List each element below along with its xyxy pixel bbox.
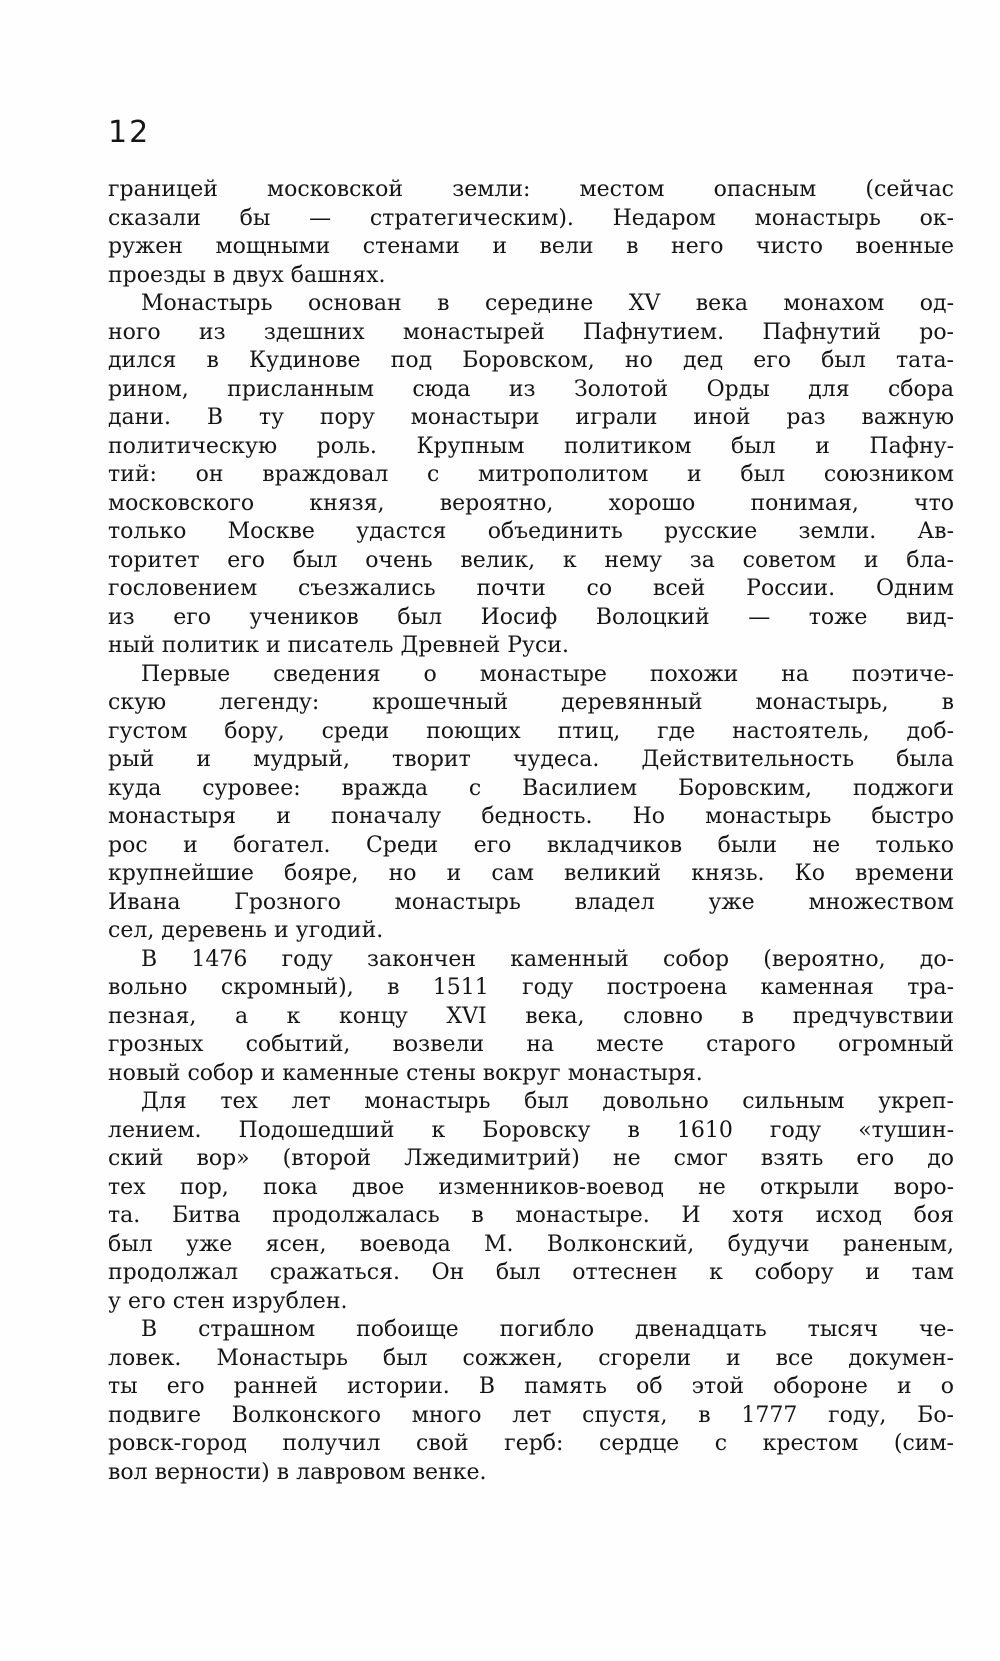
text-line: ного из здешних монастырей Пафнутием. Пафнутий ро-	[108, 319, 954, 345]
text-line: торитет его был очень велик, к нему за советом и бла-	[108, 547, 954, 573]
text-line: крупнейшие бояре, но и сам великий князь. Ко времени	[108, 861, 954, 886]
text-line: московского князя, вероятно, хорошо понимая, что	[108, 490, 954, 516]
body-text	[108, 176, 954, 1487]
text-line: ты его ранней истории. В память об этой обороне и о	[108, 1374, 954, 1399]
text-line: подвиге Волконского много лет спустя, в 1777 году, Бо-	[108, 1402, 954, 1428]
text-line: лением. Подошедший к Боровску в 1610 году «тушин-	[108, 1117, 954, 1143]
text-line: продолжал сражаться. Он был оттеснен к собору и там	[108, 1260, 954, 1285]
text-line: ружен мощными стенами и вели в него чисто военные	[108, 234, 954, 259]
text-line: скую легенду: крошечный деревянный монастырь, в	[108, 690, 954, 715]
paragraph	[108, 1088, 954, 1316]
text-line: только Москве удастся объединить русские земли. Ав-	[108, 519, 954, 544]
text-line: пезная, а к концу XVI века, словно в предчувствии	[108, 1003, 954, 1029]
text-line: густом бору, среди поющих птиц, где настоятель, доб-	[108, 718, 954, 744]
text-line: границей московской земли: местом опасным (сейчас	[108, 177, 954, 202]
text-line: Первые сведения о монастыре похожи на поэтиче-	[141, 661, 954, 687]
text-line: дани. В ту пору монастыри играли иной раз важную	[108, 405, 954, 430]
text-line: Для тех лет монастырь был довольно сильным укреп-	[141, 1089, 954, 1114]
text-line: тий: он враждовал с митрополитом и был союзником	[108, 462, 954, 487]
text-line: у его стен изрублен.	[108, 1288, 348, 1314]
text-line: куда суровее: вражда с Василием Боровским, поджоги	[108, 775, 954, 801]
text-line: ский вор» (второй Лжедимитрий) не смог взять его до	[108, 1146, 954, 1171]
text-line: Ивана Грозного монастырь владел уже множеством	[108, 889, 954, 915]
text-line: сказали бы — стратегическим). Недаром монастырь ок-	[108, 205, 954, 231]
text-line: грозных событий, возвели на месте старого огромный	[108, 1032, 954, 1057]
paragraph	[108, 1316, 954, 1487]
text-line: проезды в двух башнях.	[108, 262, 386, 288]
text-line: тех пор, пока двое изменников-воевод не открыли воро-	[108, 1174, 954, 1200]
text-line: рый и мудрый, творит чудеса. Действительность была	[108, 747, 954, 772]
text-line: В страшном побоище погибло двенадцать тысяч че-	[141, 1317, 954, 1342]
text-line: монастыря и поначалу бедность. Но монастырь быстро	[108, 804, 954, 829]
text-line: политическую роль. Крупным политиком был и Пафну-	[108, 433, 954, 459]
text-line: дился в Кудинове под Боровском, но дед его был тата-	[108, 348, 954, 373]
text-line: та. Битва продолжалась в монастыре. И хотя исход боя	[108, 1203, 954, 1228]
text-line: из его учеников был Иосиф Волоцкий — тоже вид-	[108, 604, 954, 630]
paragraph	[108, 946, 954, 1089]
text-line: рином, присланным сюда из Золотой Орды для сбора	[108, 376, 954, 402]
text-line: вол верности) в лавровом венке.	[108, 1459, 487, 1485]
paragraph	[108, 176, 954, 290]
text-line: гословением съезжались почти со всей России. Одним	[108, 576, 954, 601]
paragraph	[108, 661, 954, 946]
text-line: ный политик и писатель Древней Руси.	[108, 633, 569, 658]
text-line: ровск-город получил свой герб: сердце с крестом (сим-	[108, 1431, 954, 1456]
text-line: ловек. Монастырь был сожжен, сгорели и все докумен-	[108, 1345, 954, 1371]
page-number: 12	[108, 115, 151, 150]
text-line: В 1476 году закончен каменный собор (вероятно, до-	[141, 946, 954, 972]
text-line: сел, деревень и угодий.	[108, 918, 384, 943]
text-line: вольно скромный), в 1511 году построена каменная тра-	[108, 975, 954, 1000]
text-line: был уже ясен, воевода М. Волконский, будучи раненым,	[108, 1231, 954, 1257]
text-line: Монастырь основан в середине XV века монахом од-	[141, 291, 954, 316]
text-line: рос и богател. Среди его вкладчиков были не только	[108, 832, 954, 858]
paragraph	[108, 290, 954, 661]
text-line: новый собор и каменные стены вокруг монастыря.	[108, 1060, 703, 1086]
